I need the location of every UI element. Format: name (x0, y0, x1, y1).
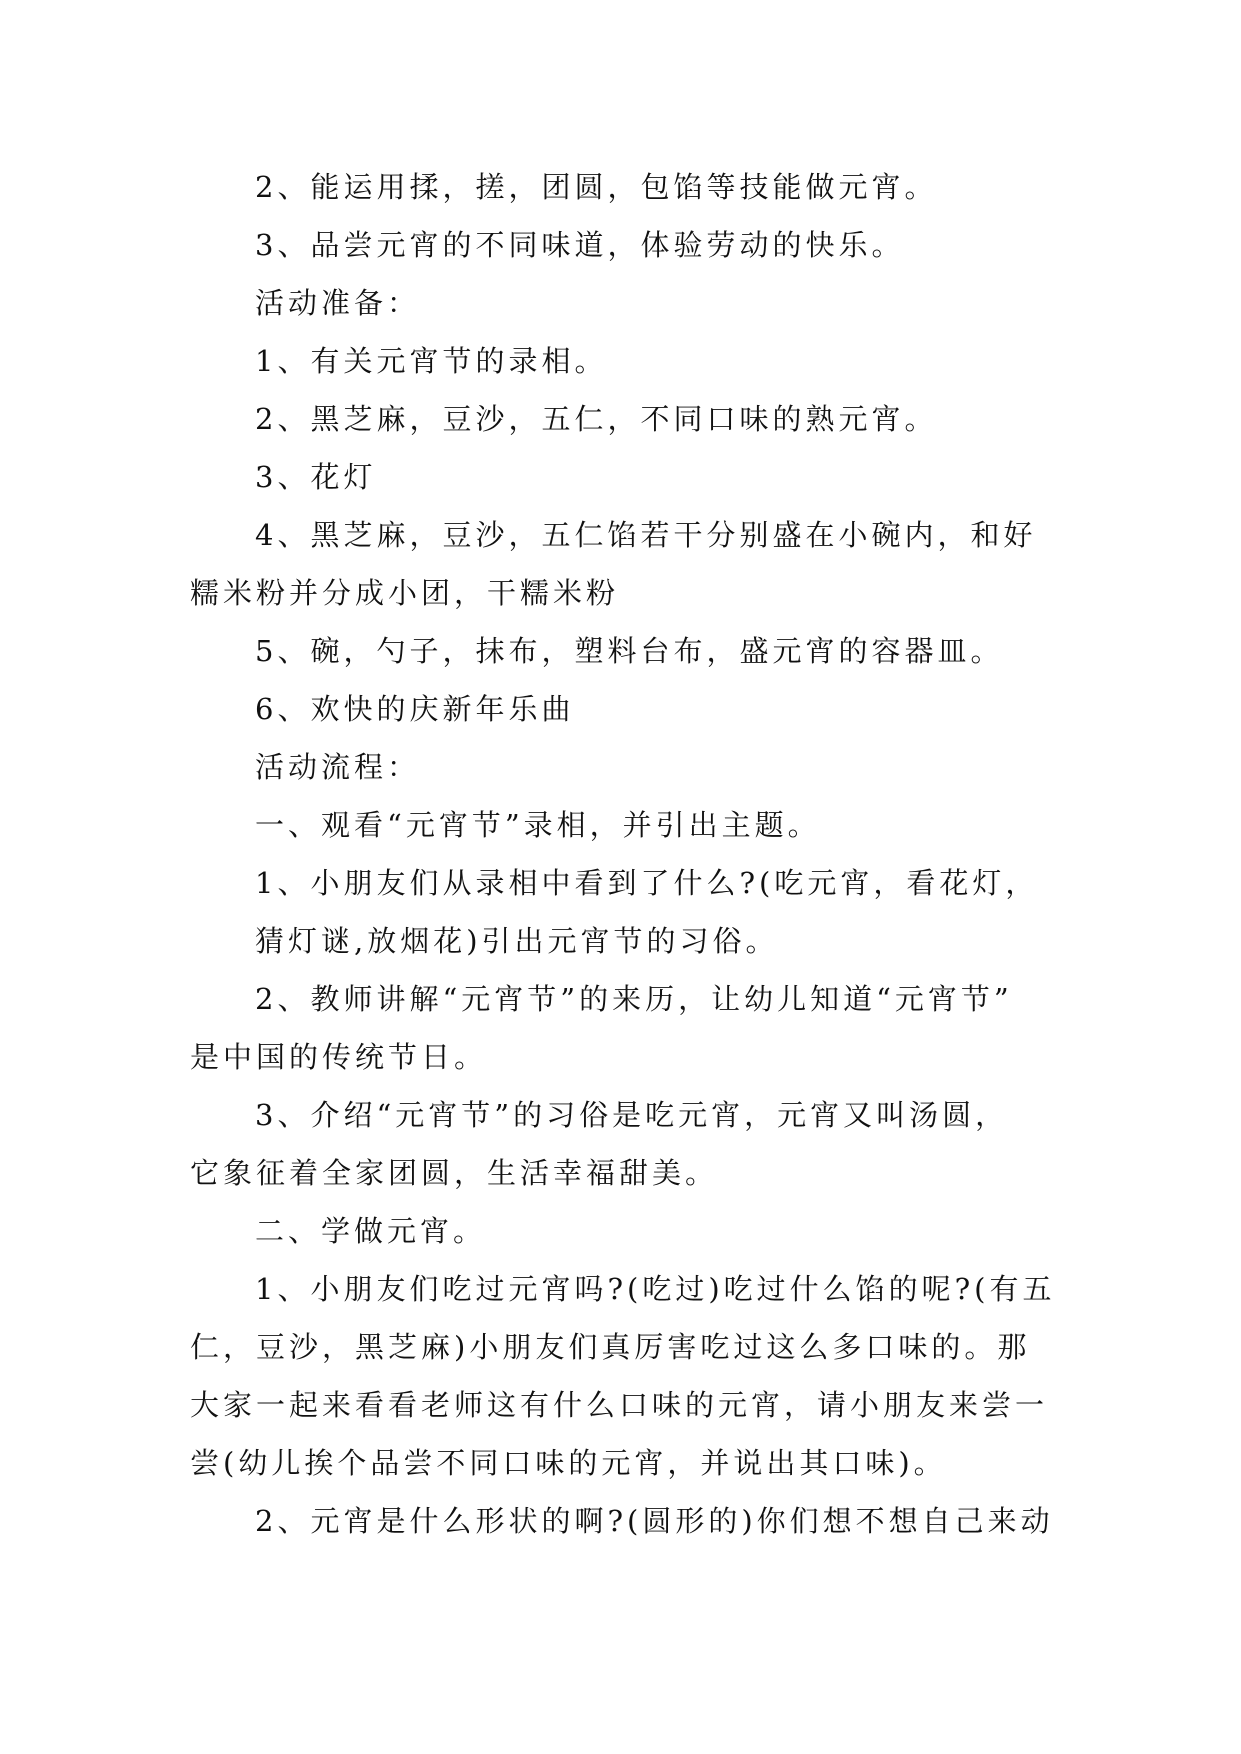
section-heading: 活动流程： (255, 750, 421, 784)
text-line: 尝(幼儿挨个品尝不同口味的元宵，并说出其口味)。 (190, 1446, 947, 1480)
text-line: 3、品尝元宵的不同味道，体验劳动的快乐。 (255, 228, 905, 262)
text-line: 2、元宵是什么形状的啊?(圆形的)你们想不想自己来动 (255, 1504, 1054, 1538)
text-line: 是中国的传统节日。 (190, 1040, 488, 1074)
text-line: 3、介绍“元宵节”的习俗是吃元宵，元宵又叫汤圆， (255, 1098, 1009, 1132)
text-line: 3、花灯 (255, 460, 377, 494)
text-line: 糯米粉并分成小团，干糯米粉 (190, 576, 620, 610)
text-line: 4、黑芝麻，豆沙，五仁馅若干分别盛在小碗内，和好 (255, 518, 1037, 552)
text-line: 仁，豆沙，黑芝麻)小朋友们真厉害吃过这么多口味的。那 (190, 1330, 1031, 1364)
text-line: 猜灯谜,放烟花)引出元宵节的习俗。 (255, 924, 779, 958)
section-heading: 活动准备： (255, 286, 421, 320)
text-line: 一、观看“元宵节”录相，并引出主题。 (255, 808, 821, 842)
text-line: 5、碗，勺子，抹布，塑料台布，盛元宵的容器皿。 (255, 634, 1004, 668)
text-line: 大家一起来看看老师这有什么口味的元宵，请小朋友来尝一 (190, 1388, 1049, 1422)
text-line: 6、欢快的庆新年乐曲 (255, 692, 575, 726)
text-line: 1、小朋友们从录相中看到了什么?(吃元宵，看花灯， (255, 866, 1039, 900)
text-line: 2、教师讲解“元宵节”的来历，让幼儿知道“元宵节” (255, 982, 1013, 1016)
text-line: 1、小朋友们吃过元宵吗?(吃过)吃过什么馅的呢?(有五 (255, 1272, 1056, 1306)
text-line: 二、学做元宵。 (255, 1214, 487, 1248)
text-line: 2、黑芝麻，豆沙，五仁，不同口味的熟元宵。 (255, 402, 938, 436)
text-line: 它象征着全家团圆，生活幸福甜美。 (190, 1156, 719, 1190)
text-line: 2、能运用揉，搓，团圆，包馅等技能做元宵。 (255, 170, 938, 204)
text-line: 1、有关元宵节的录相。 (255, 344, 608, 378)
